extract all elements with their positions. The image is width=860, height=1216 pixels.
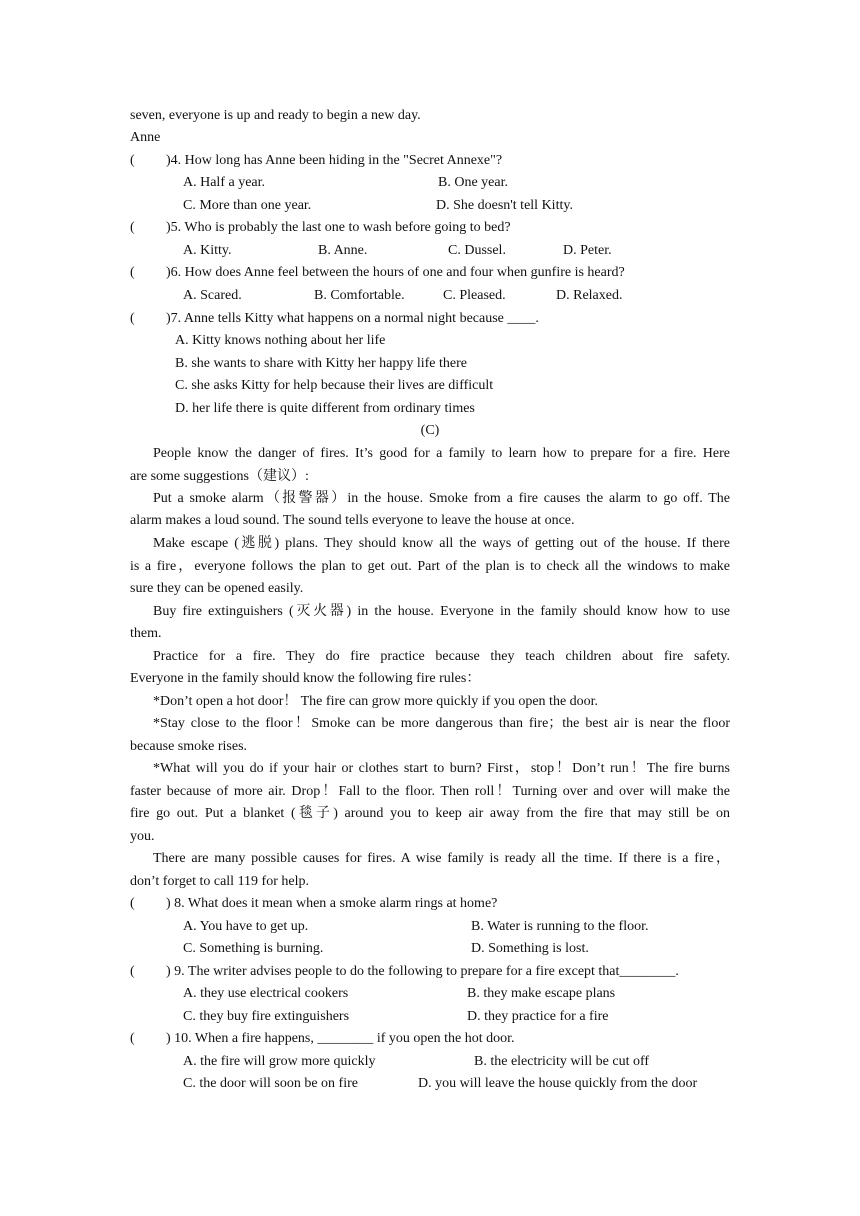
option: B. she wants to share with Kitty her happy life there: [175, 356, 467, 371]
answer-blank[interactable]: (: [130, 153, 135, 168]
passage-line: are some suggestions（建议）:: [130, 469, 309, 484]
fire-rule: *What will you do if your hair or clothes start to burn? First，stop！Don’t run！The fire burns: [153, 761, 730, 776]
question-7: [130, 309, 730, 329]
option: C. they buy fire extinguishers: [183, 1009, 350, 1024]
passage-line: Buy fire extinguishers (灭火器) in the house. Everyone in the family should know how to use: [153, 604, 730, 619]
passage-line: don’t forget to call 119 for help.: [130, 874, 309, 889]
option: A. Half a year.: [183, 175, 266, 190]
passage-line: Put a smoke alarm（报警器）in the house. Smoke from a fire causes the alarm to go off. The: [153, 491, 730, 506]
option: C. she asks Kitty for help because their lives are difficult: [175, 378, 494, 393]
question-stem: ) 9. The writer advises people to do the following to prepare for a fire except that________.: [166, 964, 679, 979]
passage-line: People know the danger of fires. It’s good for a family to learn how to prepare for a fire. Here: [153, 446, 730, 461]
option: B. they make escape plans: [467, 986, 616, 1001]
option: C. Pleased.: [443, 288, 506, 303]
option: D. you will leave the house quickly from the door: [418, 1076, 698, 1091]
question-6: [130, 263, 730, 283]
option: B. Water is running to the floor.: [471, 919, 649, 934]
option: D. Relaxed.: [556, 288, 623, 303]
passage-line: Everyone in the family should know the following fire rules：: [130, 671, 481, 686]
option: D. Something is lost.: [471, 941, 589, 956]
passage-line: seven, everyone is up and ready to begin a new day.: [130, 108, 421, 123]
option: B. One year.: [438, 175, 508, 190]
option: A. they use electrical cookers: [183, 986, 349, 1001]
answer-blank[interactable]: (: [130, 265, 135, 280]
option: A. Scared.: [183, 288, 242, 303]
option: B. Anne.: [318, 243, 368, 258]
passage-line: sure they can be opened easily.: [130, 581, 304, 596]
fire-rule: *Stay close to the floor！Smoke can be more dangerous than fire；the best air is near the floor: [153, 716, 730, 731]
question-9: [130, 962, 730, 982]
passage-line: Make escape (逃脱) plans. They should know all the ways of getting out of the house. If there: [153, 536, 730, 551]
fire-rule: *Don’t open a hot door！ The fire can grow more quickly if you open the door.: [153, 694, 599, 709]
answer-blank[interactable]: (: [130, 964, 135, 979]
option: D. her life there is quite different from ordinary times: [175, 401, 475, 416]
answer-blank[interactable]: (: [130, 1031, 135, 1046]
question-4: [130, 151, 730, 171]
passage-line: because smoke rises.: [130, 739, 248, 754]
option: C. More than one year.: [183, 198, 312, 213]
answer-blank[interactable]: (: [130, 311, 135, 326]
passage-line: fire go out. Put a blanket (毯子) around you to keep air away from the fire that may still be on: [130, 806, 730, 821]
option: B. the electricity will be cut off: [474, 1054, 650, 1069]
question-stem: ) 8. What does it mean when a smoke alarm rings at home?: [166, 896, 498, 911]
passage-line: alarm makes a loud sound. The sound tells everyone to leave the house at once.: [130, 513, 575, 528]
question-8: [130, 894, 730, 914]
passage-line: them.: [130, 626, 162, 641]
passage-line: There are many possible causes for fires. A wise family is ready all the time. If there is a fire，: [153, 851, 730, 866]
option: A. Kitty.: [183, 243, 232, 258]
option: D. She doesn't tell Kitty.: [436, 198, 573, 213]
question-5: [130, 218, 730, 238]
question-stem: )6. How does Anne feel between the hours of one and four when gunfire is heard?: [166, 265, 625, 280]
passage-line: Practice for a fire. They do fire practice because they teach children about fire safety.: [153, 649, 730, 664]
option: A. Kitty knows nothing about her life: [175, 333, 386, 348]
option: B. Comfortable.: [314, 288, 405, 303]
passage-line: faster because of more air. Drop！Fall to the floor. Then roll！Turning over and over will make the: [130, 784, 730, 799]
option: D. they practice for a fire: [467, 1009, 609, 1024]
question-stem: )5. Who is probably the last one to wash before going to bed?: [166, 220, 511, 235]
option: A. You have to get up.: [183, 919, 309, 934]
passage-line: you.: [130, 829, 155, 844]
option: C. Something is burning.: [183, 941, 324, 956]
question-stem: ) 10. When a fire happens, ________ if you open the hot door.: [166, 1031, 515, 1046]
option: D. Peter.: [563, 243, 612, 258]
letter-signature: Anne: [130, 130, 161, 145]
section-heading: (C): [420, 423, 440, 438]
option: A. the fire will grow more quickly: [183, 1054, 376, 1069]
option: C. the door will soon be on fire: [183, 1076, 358, 1091]
option: C. Dussel.: [448, 243, 506, 258]
question-stem: )7. Anne tells Kitty what happens on a normal night because ____.: [166, 311, 539, 326]
question-10: [130, 1029, 730, 1049]
answer-blank[interactable]: (: [130, 220, 135, 235]
question-stem: )4. How long has Anne been hiding in the "Secret Annexe"?: [166, 153, 503, 168]
answer-blank[interactable]: (: [130, 896, 135, 911]
passage-line: is a fire，everyone follows the plan to get out. Part of the plan is to check all the windows to make: [130, 559, 730, 574]
